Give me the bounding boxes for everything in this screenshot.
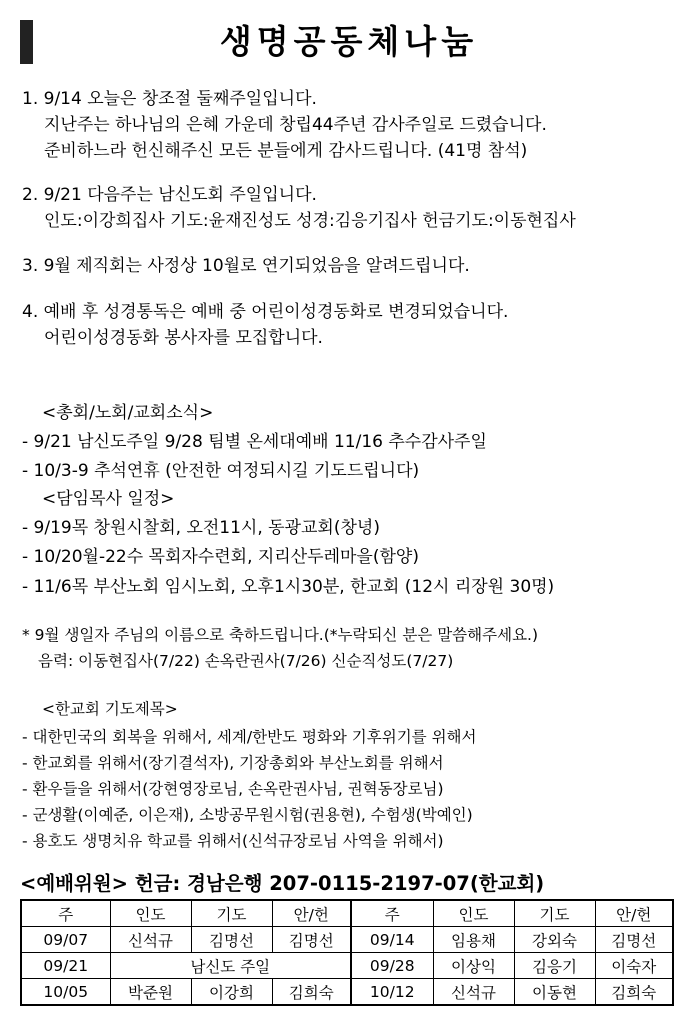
usher-cell: 김희숙 <box>272 979 351 1006</box>
table-row <box>21 979 673 1006</box>
roster-header-row <box>21 900 673 927</box>
header-week: 주 <box>21 900 110 927</box>
offering-account-label: <예배위원> 헌금: 경남은행 207-0115-2197-07(한교회) <box>20 872 545 895</box>
notice-1-line1: 1. 9/14 오늘은 창조절 둘째주일입니다. <box>22 89 317 109</box>
prayer-cell: 강외숙 <box>514 927 595 953</box>
presbytery-item: - 10/3-9 추석연휴 (안전한 여정되시길 기도드립니다) <box>22 461 420 481</box>
usher-cell: 김명선 <box>595 927 673 953</box>
notice-2-line2: 인도:이강희집사 기도:윤재진성도 성경:김응기집사 헌금기도:이동현집사 <box>44 211 576 231</box>
prayer-item: - 한교회를 위해서(장기결석자), 기장총회와 부산노회를 위해서 <box>22 754 444 772</box>
pastor-schedule-item: - 9/19목 창원시찰회, 오전11시, 동광교회(창녕) <box>22 518 380 538</box>
page-title: 생명공동체나눔 <box>219 22 479 61</box>
table-row <box>21 953 673 979</box>
week-cell: 09/14 <box>351 927 433 953</box>
header-prayer: 기도 <box>191 900 272 927</box>
week-cell: 09/07 <box>21 927 110 953</box>
notice-3-line1: 3. 9월 제직회는 사정상 10월로 연기되었음을 알려드립니다. <box>22 256 470 276</box>
prayer-cell: 이동현 <box>514 979 595 1006</box>
presbytery-heading: <총회/노회/교회소식> <box>42 403 214 423</box>
leader-cell: 신석규 <box>433 979 514 1006</box>
header-usher: 안/헌 <box>272 900 351 927</box>
notice-4-line2: 어린이성경동화 봉사자를 모집합니다. <box>44 328 323 348</box>
worship-roster-table <box>20 899 674 1006</box>
usher-cell: 김명선 <box>272 927 351 953</box>
birthday-line1: * 9월 생일자 주님의 이름으로 축하드립니다.(*누락되신 분은 말씀해주세요.) <box>22 626 539 644</box>
notice-4-line1: 4. 예배 후 성경통독은 예배 중 어린이성경동화로 변경되었습니다. <box>22 302 509 322</box>
leader-cell: 신석규 <box>110 927 191 953</box>
header-leader: 인도 <box>433 900 514 927</box>
leader-cell: 박준원 <box>110 979 191 1006</box>
week-cell: 09/28 <box>351 953 433 979</box>
prayer-item: - 대한민국의 회복을 위해서, 세계/한반도 평화와 기후위기를 위해서 <box>22 728 477 746</box>
pastor-schedule-item: - 10/20월-22수 목회자수련회, 지리산두레마을(함양) <box>22 547 419 567</box>
notice-1-line3: 준비하느라 헌신해주신 모든 분들에게 감사드립니다. (41명 참석) <box>44 141 528 161</box>
header-week: 주 <box>351 900 433 927</box>
prayer-item: - 용호도 생명치유 학교를 위해서(신석규장로님 사역을 위해서) <box>22 832 444 850</box>
title-banner <box>20 20 678 64</box>
notice-2-line1: 2. 9/21 다음주는 남신도회 주일입니다. <box>22 185 317 205</box>
week-cell: 10/05 <box>21 979 110 1006</box>
prayer-item: - 환우들을 위해서(강현영장로님, 손옥란권사님, 권혁동장로님) <box>22 780 444 798</box>
prayer-cell: 김명선 <box>191 927 272 953</box>
header-prayer: 기도 <box>514 900 595 927</box>
pastor-schedule-item: - 11/6목 부산노회 임시노회, 오후1시30분, 한교회 (12시 리장원 30명) <box>22 577 555 597</box>
presbytery-item: - 9/21 남신도주일 9/28 팀별 온세대예배 11/16 추수감사주일 <box>22 432 487 452</box>
merged-event-cell: 남신도 주일 <box>110 953 351 979</box>
table-row <box>21 927 673 953</box>
header-leader: 인도 <box>110 900 191 927</box>
leader-cell: 이상익 <box>433 953 514 979</box>
leader-cell: 임용채 <box>433 927 514 953</box>
week-cell: 10/12 <box>351 979 433 1006</box>
usher-cell: 이숙자 <box>595 953 673 979</box>
pastor-schedule-heading: <담임목사 일정> <box>42 489 175 509</box>
usher-cell: 김희숙 <box>595 979 673 1006</box>
prayer-cell: 이강희 <box>191 979 272 1006</box>
prayer-cell: 김응기 <box>514 953 595 979</box>
notice-1-line2: 지난주는 하나님의 은혜 가운데 창립44주년 감사주일로 드렸습니다. <box>44 115 547 135</box>
prayer-item: - 군생활(이예준, 이은재), 소방공무원시험(권용현), 수험생(박예인) <box>22 806 473 824</box>
prayer-heading: <한교회 기도제목> <box>42 700 178 718</box>
birthday-line2: 음력: 이동현집사(7/22) 손옥란권사(7/26) 신순직성도(7/27) <box>38 652 454 670</box>
week-cell: 09/21 <box>21 953 110 979</box>
header-usher: 안/헌 <box>595 900 673 927</box>
